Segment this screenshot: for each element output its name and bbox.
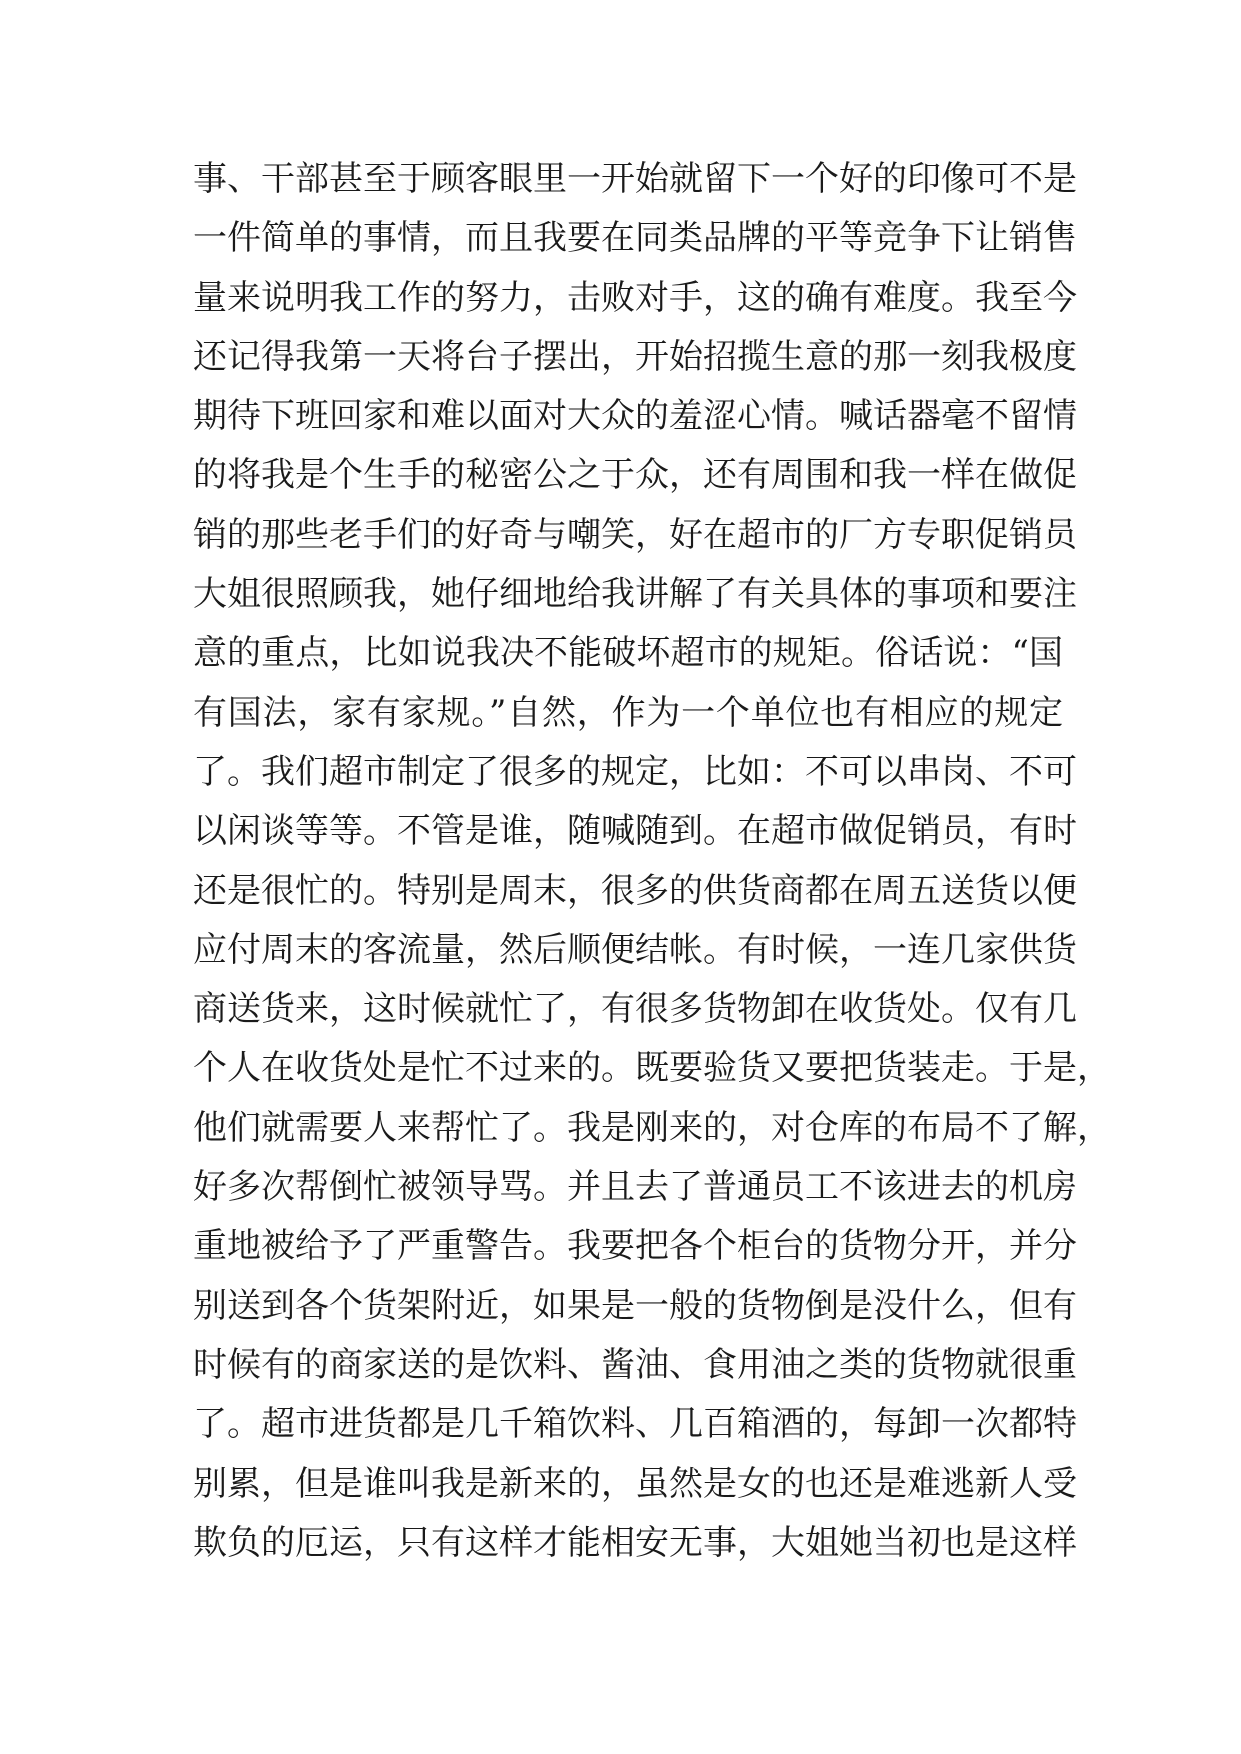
text-line: 别累，但是谁叫我是新来的，虽然是女的也还是难逃新人受 [193,1463,1077,1504]
text-line: 个人在收货处是忙不过来的。既要验货又要把货装走。于是， [193,1048,1111,1089]
text-line: 时候有的商家送的是饮料、酱油、食用油之类的货物就很重 [193,1344,1077,1385]
text-line: 事、干部甚至于顾客眼里一开始就留下一个好的印像可不是 [193,159,1077,199]
text-line: 以闲谈等等。不管是谁，随喊随到。在超市做促销员，有时 [193,811,1077,852]
text-line: 还是很忙的。特别是周末，很多的供货商都在周五送货以便 [193,870,1077,911]
text-line: 欺负的厄运，只有这样才能相安无事，大姐她当初也是这样 [193,1522,1077,1563]
text-line: 他们就需要人来帮忙了。我是刚来的，对仓库的布局不了解， [193,1107,1111,1148]
text-line: 了。超市进货都是几千箱饮料、几百箱酒的，每卸一次都特 [193,1404,1077,1445]
text-line: 期待下班回家和难以面对大众的羞涩心情。喊话器毫不留情 [193,396,1077,437]
text-line: 的将我是个生手的秘密公之于众，还有周围和我一样在做促 [193,455,1077,496]
text-line: 一件简单的事情，而且我要在同类品牌的平等竞争下让销售 [193,218,1077,259]
text-line: 量来说明我工作的努力，击败对手，这的确有难度。我至今 [193,277,1077,318]
text-line: 还记得我第一天将台子摆出，开始招揽生意的那一刻我极度 [193,336,1077,377]
text-line: 了。我们超市制定了很多的规定，比如：不可以串岗、不可 [193,751,1077,792]
text-line: 别送到各个货架附近，如果是一般的货物倒是没什么，但有 [193,1285,1077,1326]
text-line: 重地被给予了严重警告。我要把各个柜台的货物分开，并分 [193,1226,1077,1267]
body-text [193,150,1111,1573]
text-line: 销的那些老手们的好奇与嘲笑，好在超市的厂方专职促销员 [193,514,1077,555]
text-line: 大姐很照顾我，她仔细地给我讲解了有关具体的事项和要注 [193,574,1077,615]
text-line: 商送货来，这时候就忙了，有很多货物卸在收货处。仅有几 [193,989,1077,1030]
text-line: 意的重点，比如说我决不能破坏超市的规矩。俗话说：“国 [193,633,1063,674]
text-line: 好多次帮倒忙被领导骂。并且去了普通员工不该进去的机房 [193,1167,1077,1208]
text-line: 应付周末的客流量，然后顺便结帐。有时候，一连几家供货 [193,929,1077,970]
text-line: 有国法，家有家规。”自然，作为一个单位也有相应的规定 [193,692,1063,733]
